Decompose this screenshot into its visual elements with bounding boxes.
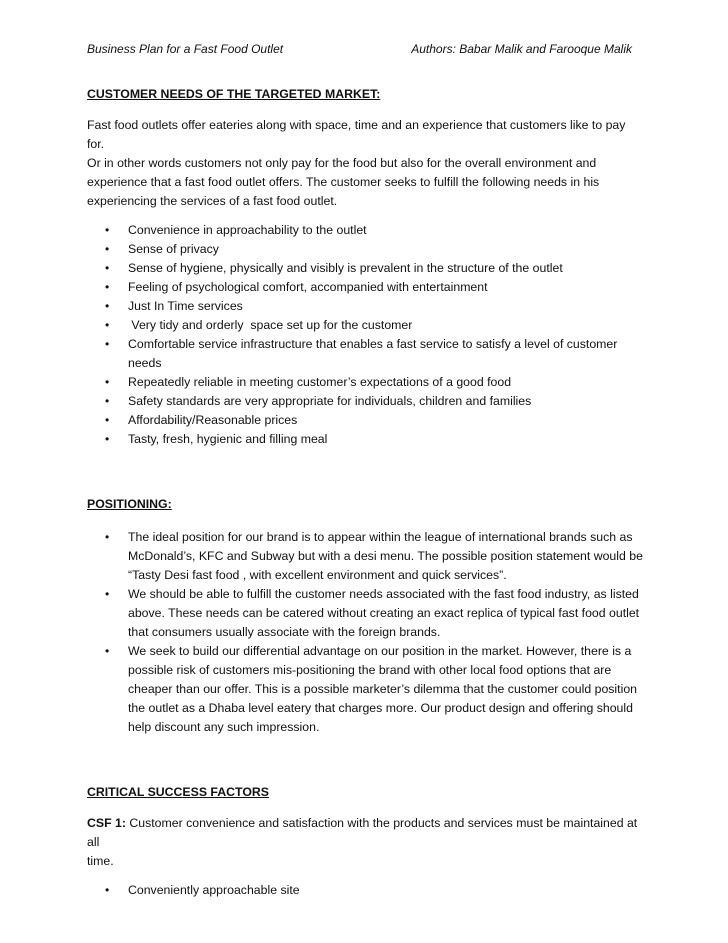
section-heading-critical-success-factors: CRITICAL SUCCESS FACTORS bbox=[87, 785, 269, 799]
spacer bbox=[87, 104, 643, 116]
list-item-text: Feeling of psychological comfort, accompanied with entertainment bbox=[128, 280, 488, 294]
list-item-text: cheaper than our offer. This is a possible marketer’s dilemma that the customer could position bbox=[128, 682, 637, 696]
bullet-icon: • bbox=[105, 242, 110, 256]
list-item-text: Sense of hygiene, physically and visibly is prevalent in the structure of the outlet bbox=[128, 261, 563, 275]
bullet-icon: • bbox=[105, 644, 110, 658]
bullet-icon: • bbox=[105, 223, 110, 237]
list-item-text: the outlet as a Dhaba level eatery that charges more. Our product design and offering should bbox=[128, 701, 633, 715]
bullet-icon: • bbox=[105, 261, 110, 275]
list-item bbox=[87, 316, 643, 335]
document-body bbox=[87, 85, 643, 900]
bullet-icon: • bbox=[105, 375, 110, 389]
list-item bbox=[87, 297, 643, 316]
list-item bbox=[87, 411, 643, 430]
list-item-text: possible risk of customers mis-positioning the brand with other local food options that are bbox=[128, 663, 612, 677]
intro-line: experiencing the services of a fast food outlet. bbox=[87, 194, 338, 208]
spacer bbox=[87, 737, 643, 783]
list-item-text: Conveniently approachable site bbox=[128, 883, 300, 897]
list-item-text: help discount any such impression. bbox=[128, 720, 320, 734]
csf-list bbox=[87, 881, 643, 900]
list-item-text: Convenience in approachability to the outlet bbox=[128, 223, 367, 237]
csf-line: time. bbox=[87, 854, 114, 868]
spacer bbox=[87, 802, 643, 814]
list-item-text: Tasty, fresh, hygienic and filling meal bbox=[128, 432, 328, 446]
list-item-text: Just In Time services bbox=[128, 299, 243, 313]
intro-line: Fast food outlets offer eateries along with space, time and an experience that customers like to pay for. bbox=[87, 118, 626, 151]
list-item bbox=[87, 373, 643, 392]
list-item bbox=[87, 430, 643, 449]
csf-paragraph bbox=[87, 814, 643, 871]
list-item-text: Repeatedly reliable in meeting customer’s expectations of a good food bbox=[128, 375, 512, 389]
header-authors: Authors: Babar Malik and Farooque Malik bbox=[411, 42, 632, 56]
intro-line: Or in other words customers not only pay for the food but also for the overall environment and bbox=[87, 156, 597, 170]
intro-paragraph bbox=[87, 116, 643, 211]
list-item-text: needs bbox=[128, 356, 162, 370]
list-item-text: above. These needs can be catered without creating an exact replica of typical fast food outlet bbox=[128, 606, 640, 620]
intro-line: experience that a fast food outlet offers. The customer seeks to fulfill the following needs in his bbox=[87, 175, 600, 189]
customer-needs-list bbox=[87, 221, 643, 449]
list-item bbox=[87, 221, 643, 240]
bullet-icon: • bbox=[105, 883, 110, 897]
header-title: Business Plan for a Fast Food Outlet bbox=[87, 42, 284, 56]
bullet-icon: • bbox=[105, 280, 110, 294]
section-heading-customer-needs: CUSTOMER NEEDS OF THE TARGETED MARKET: bbox=[87, 87, 381, 101]
section-heading-positioning: POSITIONING: bbox=[87, 497, 172, 511]
list-item bbox=[87, 528, 643, 585]
csf-text: Customer convenience and satisfaction with the products and services must be maintained at all bbox=[87, 816, 638, 849]
list-item-text: We should be able to fulfill the customer needs associated with the fast food industry, as listed bbox=[128, 587, 639, 601]
list-item-text: Sense of privacy bbox=[128, 242, 219, 256]
list-item-text: Very tidy and orderly space set up for the customer bbox=[128, 318, 413, 332]
bullet-icon: • bbox=[105, 432, 110, 446]
list-item-text: We seek to build our differential advantage on our position in the market. However, there is a bbox=[128, 644, 632, 658]
spacer bbox=[87, 514, 643, 528]
spacer bbox=[87, 211, 643, 221]
list-item-text: that consumers usually associate with the foreign brands. bbox=[128, 625, 441, 639]
list-item bbox=[87, 881, 643, 900]
list-item bbox=[87, 585, 643, 642]
bullet-icon: • bbox=[105, 299, 110, 313]
list-item-text: McDonald’s, KFC and Subway but with a desi menu. The possible position statement would be bbox=[128, 549, 643, 563]
list-item bbox=[87, 240, 643, 259]
list-item-text: The ideal position for our brand is to appear within the league of international brands such as bbox=[128, 530, 633, 544]
positioning-list bbox=[87, 528, 643, 737]
list-item bbox=[87, 642, 643, 737]
csf-line bbox=[87, 814, 643, 852]
bullet-icon: • bbox=[105, 337, 110, 351]
spacer bbox=[87, 449, 643, 495]
list-item bbox=[87, 392, 643, 411]
list-item-text: Safety standards are very appropriate for individuals, children and families bbox=[128, 394, 532, 408]
list-item-text: Comfortable service infrastructure that enables a fast service to satisfy a level of customer bbox=[128, 337, 618, 351]
bullet-icon: • bbox=[105, 530, 110, 544]
spacer bbox=[87, 871, 643, 881]
bullet-icon: • bbox=[105, 413, 110, 427]
list-item bbox=[87, 259, 643, 278]
list-item bbox=[87, 335, 643, 373]
list-item-text: “Tasty Desi fast food , with excellent environment and quick services”. bbox=[128, 568, 507, 582]
page-header bbox=[87, 42, 632, 56]
list-item bbox=[87, 278, 643, 297]
bullet-icon: • bbox=[105, 318, 110, 332]
bullet-icon: • bbox=[105, 394, 110, 408]
list-item-text: Affordability/Reasonable prices bbox=[128, 413, 298, 427]
bullet-icon: • bbox=[105, 587, 110, 601]
csf-label: CSF 1: bbox=[87, 816, 126, 830]
